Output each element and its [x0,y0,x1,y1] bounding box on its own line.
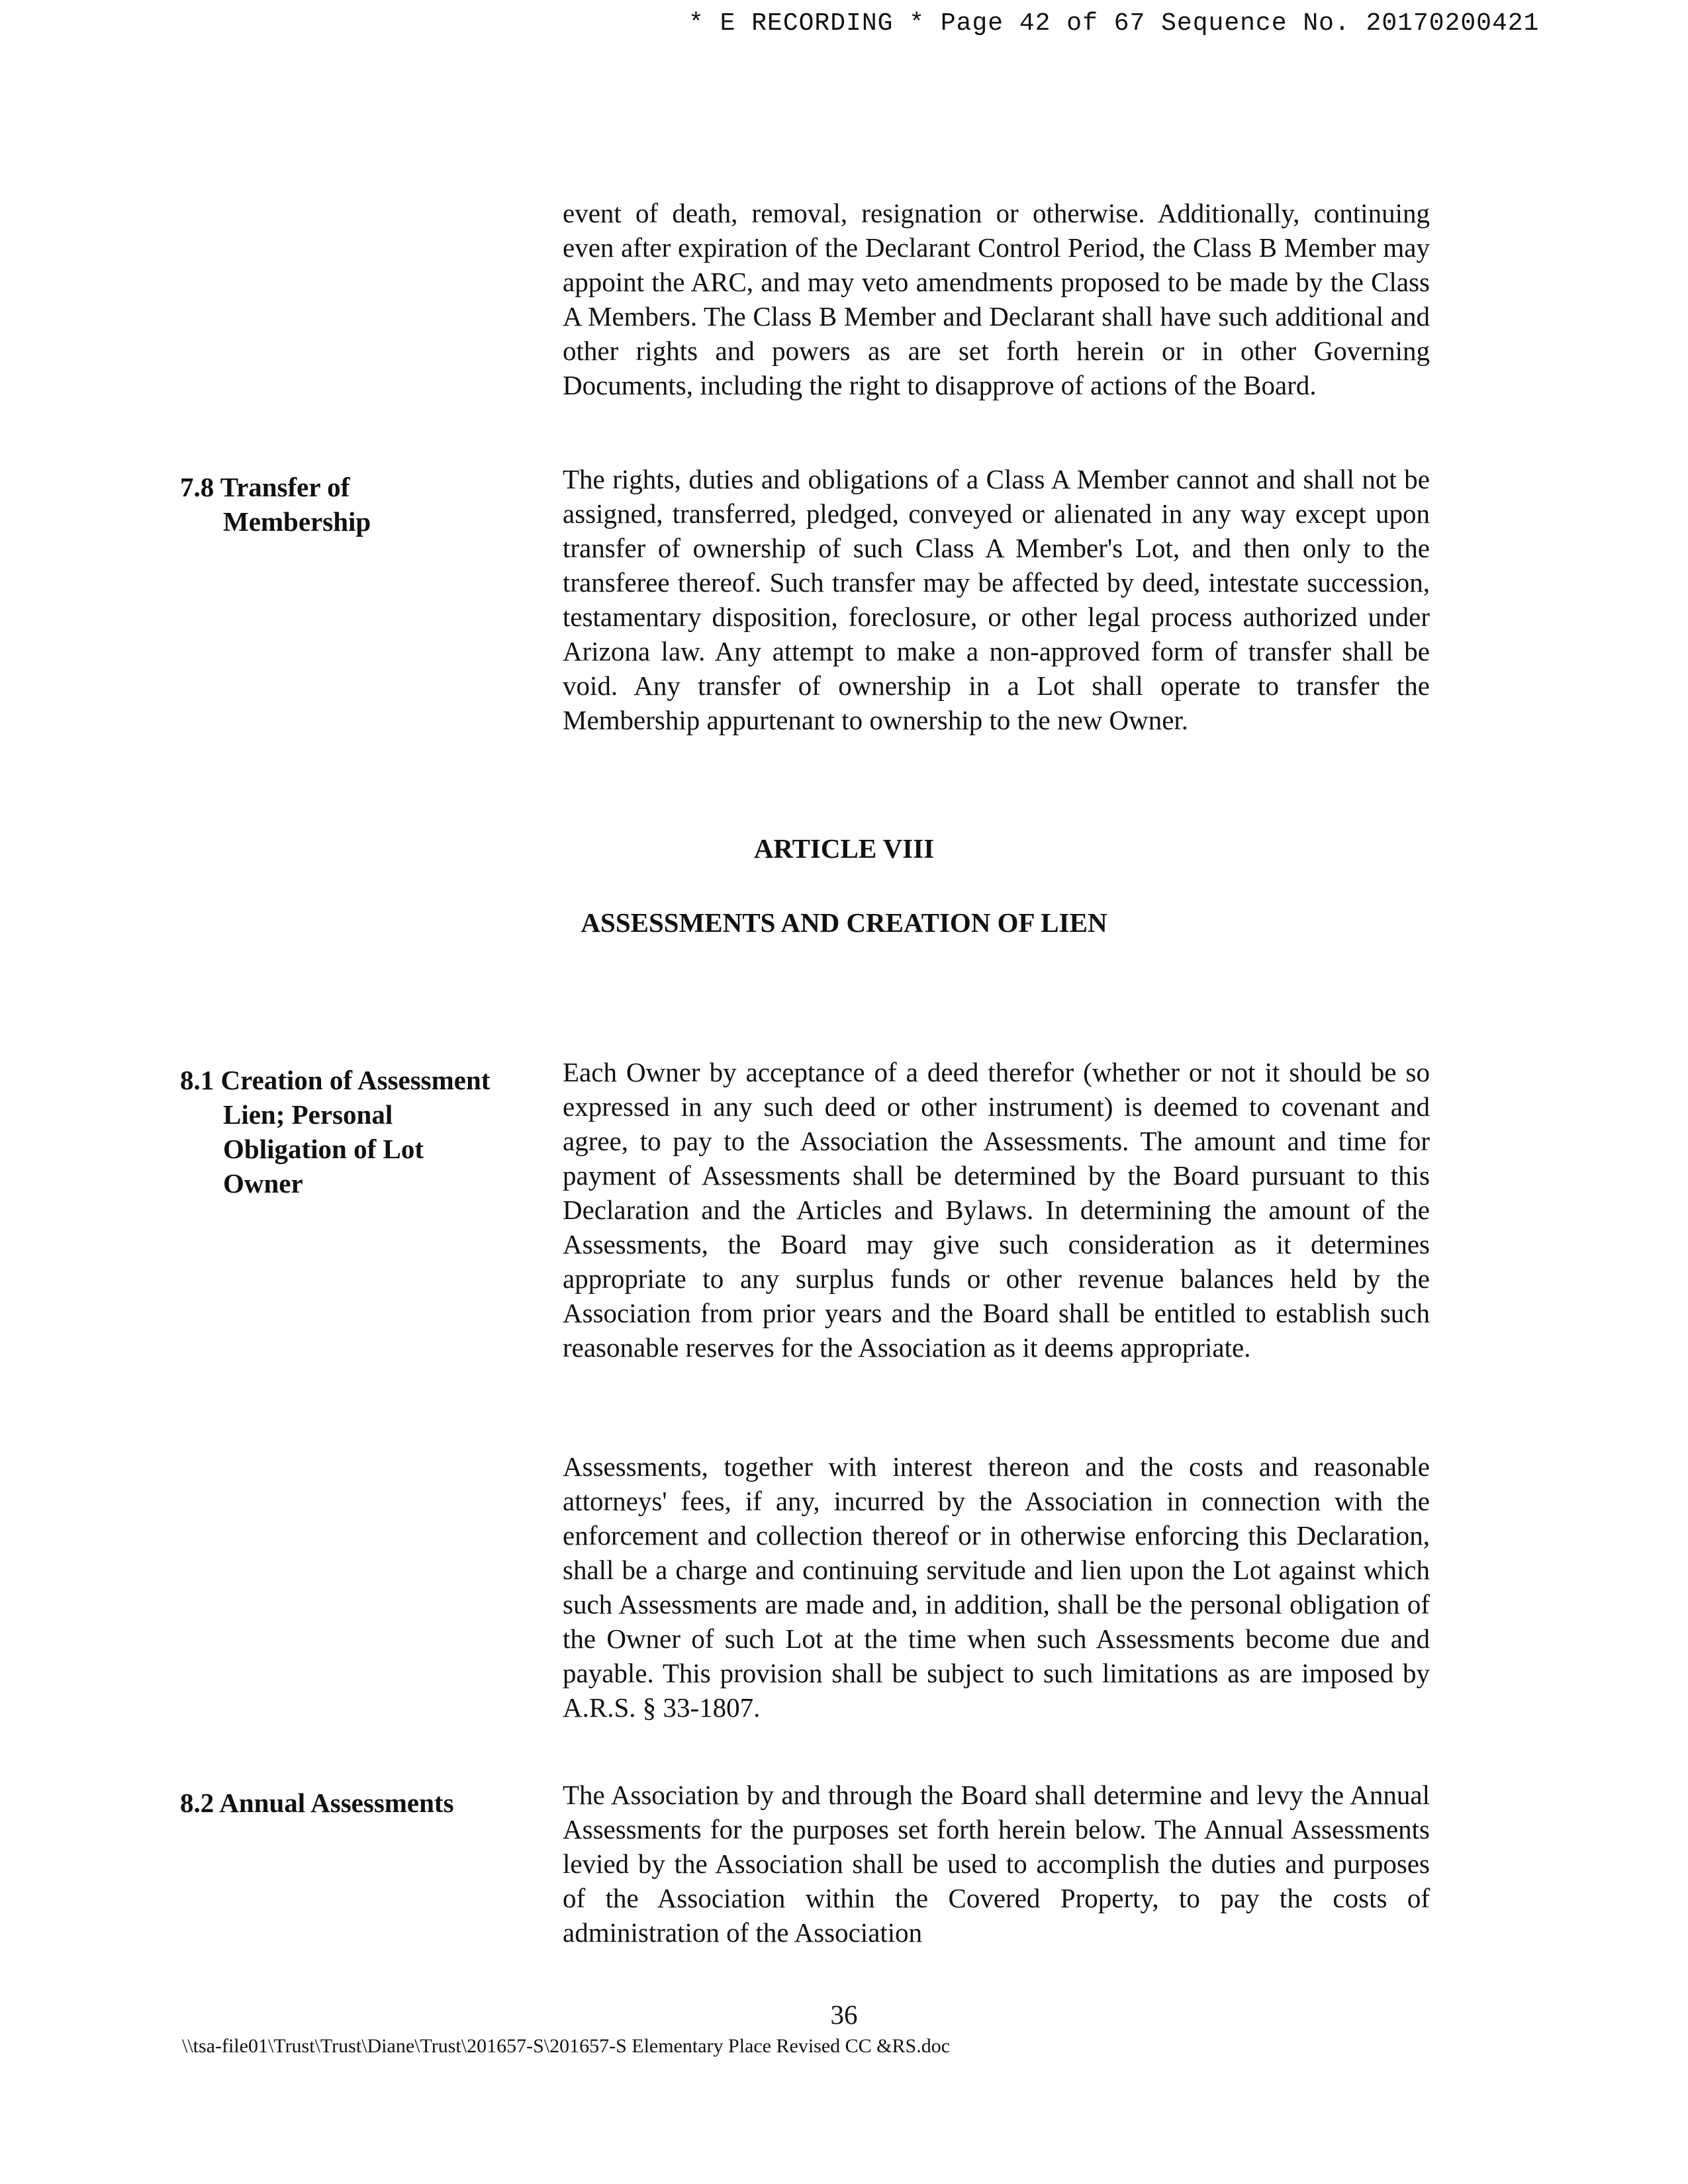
continuation-paragraph: event of death, removal, resignation or otherwise. Additionally, continuing even after expiration of the Declarant Control Period, the Class B Member may appoint the ARC, and may veto amendments proposed to be made by the Class A Members. The Class B Member and Declarant shall have such additional and other rights and powers as are set forth herein or in other Governing Documents, including the right to disapprove of actions of the Board. [563,198,1430,400]
section-8-1-paragraph-2: Assessments, together with interest thereon and the costs and reasonable attorneys' fees, if any, incurred by the Association in connection with the enforcement and collection thereof or in otherwise enforcing this Declaration, shall be a charge and continuing servitude and lien upon the Lot against which such Assessments are made and, in addition, shall be the personal obligation of the Owner of such Lot at the time when such Assessments become due and payable. This provision shall be subject to such limitations as are imposed by A.R.S. § 33-1807. [563,1451,1430,1723]
article-number: ARTICLE VIII [753,833,935,864]
section-7-8-heading [180,470,551,539]
page-number: 36 [830,1999,858,2030]
file-path: \\tsa-file01\Trust\Trust\Diane\Trust\201657-S\201657-S Elementary Place Revised CC &RS.doc [182,2035,951,2057]
section-title-line: Annual Assessments [219,1788,454,1818]
section-number: 7.8 [180,472,214,502]
section-7-8-paragraph: The rights, duties and obligations of a Class A Member cannot and shall not be assigned, transferred, pledged, conveyed or alienated in any way except upon transfer of ownership of such Class A Member's Lot, and then only to the transferee thereof. Such transfer may be affected by deed, intestate succession, testamentary disposition, foreclosure, or other legal process authorized under Arizona law. Any attempt to make a non-approved form of transfer shall be void. Any transfer of ownership in a Lot shall operate to transfer the Membership appurtenant to ownership to the new Owner. [563,464,1430,735]
section-number: 8.1 [180,1065,214,1095]
section-title-line: Creation of Assessment [220,1065,491,1095]
section-title-line: Membership [223,506,371,537]
section-8-2-paragraph: The Association by and through the Board shall determine and levy the Annual Assessments for the purposes set forth herein below. The Annual Assessments levied by the Association shall be used to accomplish the duties and purposes of the Association within the Covered Property, to pay the costs of administration of the Association [563,1780,1430,1948]
section-8-1-paragraph-1: Each Owner by acceptance of a deed therefor (whether or not it should be so expressed in any such deed or other instrument) is deemed to covenant and agree, to pay to the Association the Assessments. The amount and time for payment of Assessments shall be determined by the Board pursuant to this Declaration and the Articles and Bylaws. In determining the amount of the Assessments, the Board may give such consideration as it determines appropriate to any surplus funds or other revenue balances held by the Association from prior years and the Board shall be entitled to establish such reasonable reserves for the Association as it deems appropriate. [563,1057,1430,1363]
section-title-line: Transfer of [220,472,350,502]
section-8-2-heading [180,1786,551,1820]
section-8-1-heading [180,1063,551,1201]
article-title: ASSESSMENTS AND CREATION OF LIEN [581,907,1107,938]
section-title-line: Owner [223,1168,303,1199]
section-title-line: Obligation of Lot [223,1134,424,1164]
section-title-line: Lien; Personal [223,1099,393,1130]
section-number: 8.2 [180,1788,214,1818]
recording-stamp: * E RECORDING * Page 42 of 67 Sequence No. 20170200421 [688,9,1540,38]
